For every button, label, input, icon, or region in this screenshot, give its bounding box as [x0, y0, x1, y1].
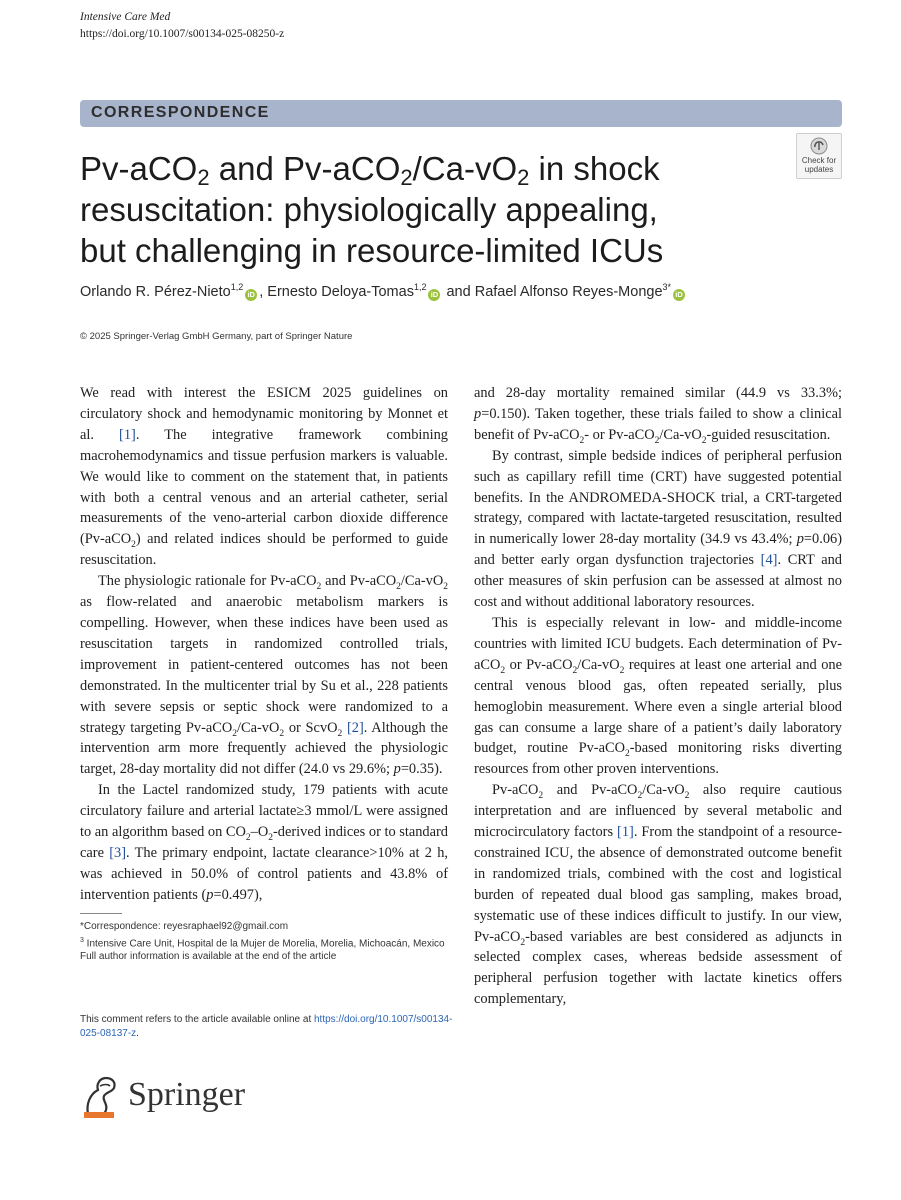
check-updates-icon: [810, 137, 828, 155]
body-paragraph: The physiologic rationale for Pv-aCO$_2$ and $Pv-aCO_2/Ca-vO_2$ as flow-related and anaerobic metabolism markers is compelling. However, when these indices have been used as resuscitation targets in randomized controlled trials, improvement in patient-centered outcomes has not been demonstrated. In the multicenter trial by Su et al., 228 patients with severe sepsis or septic shock were randomized to a strategy targeting $Pv-aCO_2/Ca-vO_2$ or ScvO$_2$ [2]. Although the intervention arm more frequently achieved the physiologic target, 28-day mortality did not differ (24.0 vs 29.6%; p=0.35).: [80, 573, 449, 778]
orcid-icon[interactable]: iD: [245, 289, 257, 301]
citation-link[interactable]: [4]: [760, 552, 778, 569]
author-name: Orlando R. Pérez-Nieto: [80, 284, 231, 300]
check-updates-label: Check for updates: [801, 156, 837, 174]
body-paragraph: By contrast, simple bedside indices of peripheral perfusion such as capillary refill time (CRT) have suggested potential benefits. In the ANDROMEDA-SHOCK trial, a CRT-targeted strategy, compared with lactate-targeted resuscitation, resulted in numerically lower 28-day mortality (34.9 vs 43.4%; p=0.06) and better early organ dysfunction trajectories [4]. CRT and other measures of skin perfusion can be assessed at almost no cost and without additional laboratory resources.: [474, 447, 842, 611]
affiliation-note: $^3$ Intensive Care Unit, Hospital de la Mujer de Morelia, Morelia, Michoacán, Mexico: [80, 936, 445, 949]
author-name: Rafael Alfonso Reyes-Monge: [474, 284, 663, 300]
author-list: Orlando R. Pérez-Nieto$^{1,2}$iD , Ernesto Deloya-Tomas$^{1,2}$iD and Rafael Alfonso Reyes-Monge$^{3*}$iD: [80, 282, 687, 301]
article-doi[interactable]: https://doi.org/10.1007/s00134-025-08250-z: [80, 28, 285, 40]
body-paragraph: and 28-day mortality remained similar (44.9 vs 33.3%; p=0.150). Taken together, these trials failed to show a clinical benefit of Pv-aCO$_2$- or $Pv-aCO_2/Ca-vO_2$-guided resuscitation.: [474, 385, 842, 446]
correspondence-email[interactable]: *Correspondence: reyesraphael92@gmail.com: [80, 921, 289, 932]
body-paragraph: In the Lactel randomized study, 179 patients with acute circulatory failure and arterial lactate≥3 mmol/L were assigned to an algorithm based on $CO_2-O_2$-derived indices or to standard care [3]. The primary endpoint, lactate clearance>10% at 2 h, was achieved in 50.0% of control patients and 43.8% of intervention patients (p=0.497),: [80, 782, 448, 903]
orcid-icon[interactable]: iD: [428, 289, 440, 301]
citation-link[interactable]: [1]: [617, 824, 634, 841]
body-paragraph: This is especially relevant in low- and middle-income countries with limited ICU budgets. Each determination of Pv-aCO$_2$ or $Pv-aCO_2/Ca-vO_2$ requires at least one arterial and one central venous blood gas, often repeated serially, plus hemoglobin measurement. Where even a single arterial blood gas can consume a large share of a patient’s daily laboratory budget, routine Pv-aCO$_2$-based monitoring risks diverting resources from other proven interventions.: [474, 614, 843, 778]
body-paragraph: Pv-aCO$_2$ and $Pv-aCO_2/Ca-vO_2$ also require cautious interpretation and are influenced by several metabolic and microcirculatory factors [1]. From the standpoint of a resource-constrained ICU, the absence of demonstrated outcome benefit in randomized trials, combined with the cost and logistical burden of repeated dual blood gas sampling, makes broad, systematic use of these indices difficult to justify. In our view, Pv-aCO$_2$-based variables are best considered as adjuncts in selected complex cases, whereas bedside assessment of peripheral perfusion together with lactate kinetics offers complementary,: [474, 782, 843, 1008]
footnote-divider: [80, 913, 122, 914]
springer-horse-icon: [78, 1072, 124, 1120]
citation-link[interactable]: [1]: [119, 426, 136, 443]
citation-link[interactable]: [3]: [109, 844, 126, 861]
body-paragraph: We read with interest the ESICM 2025 guidelines on circulatory shock and hemodynamic monitoring by Monnet et al. [1]. The integrative framework combining macrohemodynamics and tissue perfusion markers is valuable. We would like to comment on the statement that, in patients with both a central venous and an arterial catheter, serial measurements of the veno-arterial carbon dioxide difference (Pv-aCO$_2$) and related indices should be performed to guide resuscitation.: [80, 385, 448, 569]
author-name: Ernesto Deloya-Tomas: [267, 284, 414, 300]
related-article-link[interactable]: https://doi.org/10.1007/s00134-025-08137-z: [80, 1014, 453, 1039]
check-for-updates-badge[interactable]: [796, 133, 842, 179]
springer-logo: [78, 1072, 124, 1125]
section-label: CORRESPONDENCE: [91, 104, 270, 121]
publisher-name: Springer: [128, 1076, 246, 1113]
author-info-note: Full author information is available at the end of the article: [80, 951, 337, 963]
footnotes: [80, 920, 460, 964]
citation-link[interactable]: [2]: [347, 719, 364, 736]
orcid-icon[interactable]: iD: [673, 289, 685, 301]
article-title: Pv-aCO$_2$ and $Pv-aCO_2/Ca-vO_2$ in shock resuscitation: physiologically appealing, but challenging in resource-limited ICUs: [80, 150, 664, 269]
body-column-left: [80, 383, 448, 906]
copyright-notice: © 2025 Springer-Verlag GmbH Germany, part of Springer Nature: [80, 331, 353, 342]
body-column-right: [474, 383, 842, 1010]
journal-name: Intensive Care Med: [80, 11, 171, 23]
related-article-note: This comment refers to the article available online at https://doi.org/10.1007/s00134-025-08137-z.: [80, 1014, 453, 1039]
